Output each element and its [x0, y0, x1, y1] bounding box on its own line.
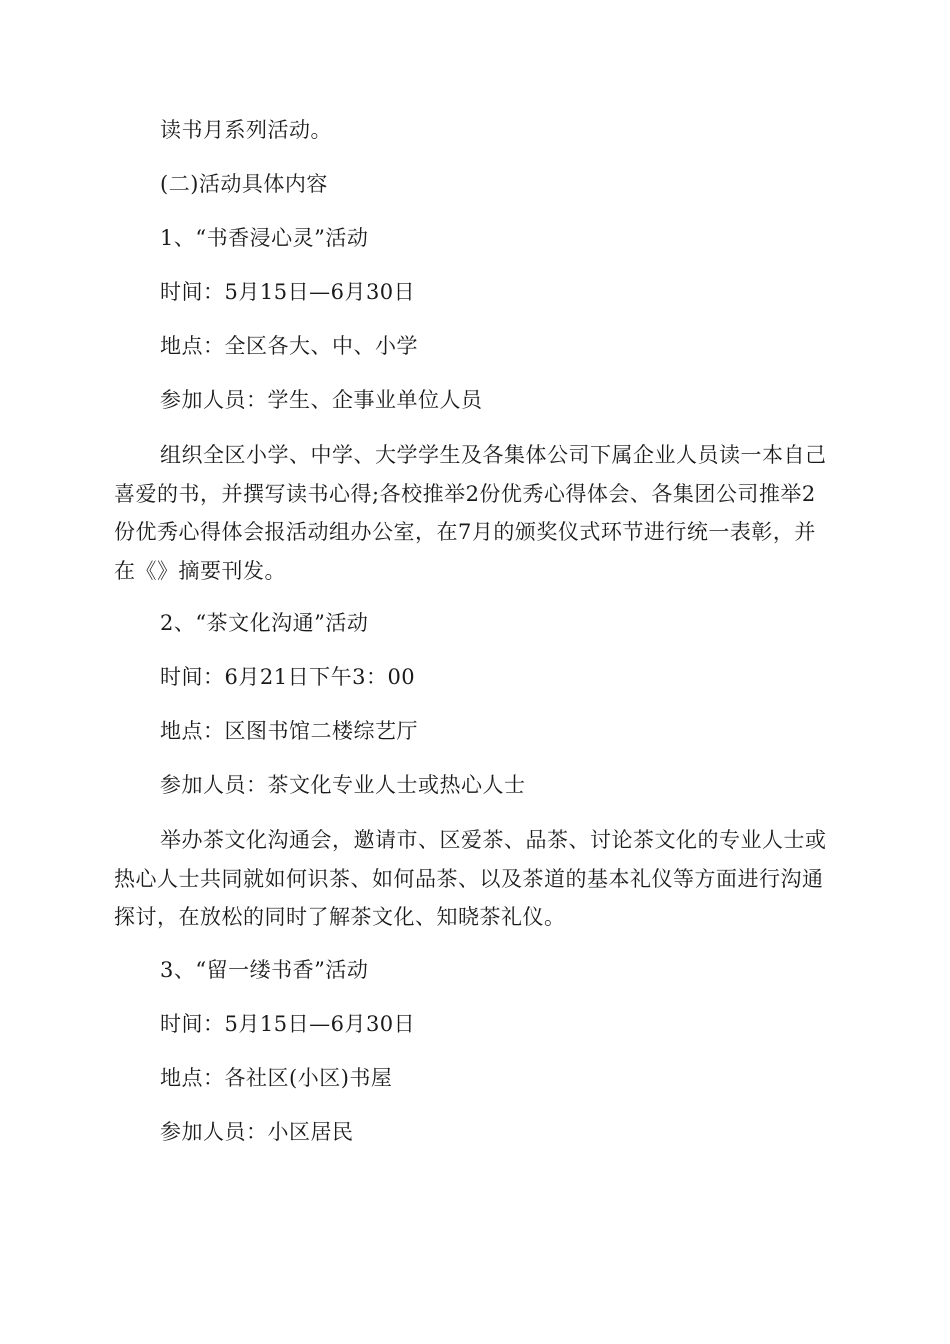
- activity-time: 时间：5月15日—6月30日: [160, 280, 416, 304]
- activity-time: 时间：5月15日—6月30日: [160, 1012, 416, 1036]
- activity-description: 组织全区小学、中学、大学学生及各集体公司下属企业人员读一本自己喜爱的书，并撰写读书心得;各校推举2份优秀心得体会、各集团公司推举2份优秀心得体会报活动组办公室，在7月的颁奖仪式环节进行统一表彰，并在《》摘要刊发。: [114, 443, 827, 583]
- activity-title: 1、“书香浸心灵”活动: [160, 226, 369, 250]
- activity-description: 举办茶文化沟通会，邀请市、区爱茶、品茶、讨论茶文化的专业人士或热心人士共同就如何识茶、如何品茶、以及茶道的基本礼仪等方面进行沟通探讨，在放松的同时了解茶文化、知晓茶礼仪。: [114, 828, 827, 929]
- activity-title: 2、“茶文化沟通”活动: [160, 611, 369, 635]
- section-heading: (二)活动具体内容: [160, 172, 328, 196]
- activity-participants: 参加人员：茶文化专业人士或热心人士: [160, 773, 526, 797]
- activity-participants: 参加人员：学生、企事业单位人员: [160, 388, 483, 412]
- text-line: 读书月系列活动。: [160, 118, 332, 142]
- activity-location: 地点：区图书馆二楼综艺厅: [160, 719, 418, 743]
- activity-participants: 参加人员：小区居民: [160, 1120, 354, 1144]
- activity-location: 地点：各社区(小区)书屋: [160, 1066, 393, 1090]
- activity-title: 3、“留一缕书香”活动: [160, 958, 369, 982]
- activity-time: 时间：6月21日下午3：00: [160, 665, 416, 689]
- activity-location: 地点：全区各大、中、小学: [160, 334, 418, 358]
